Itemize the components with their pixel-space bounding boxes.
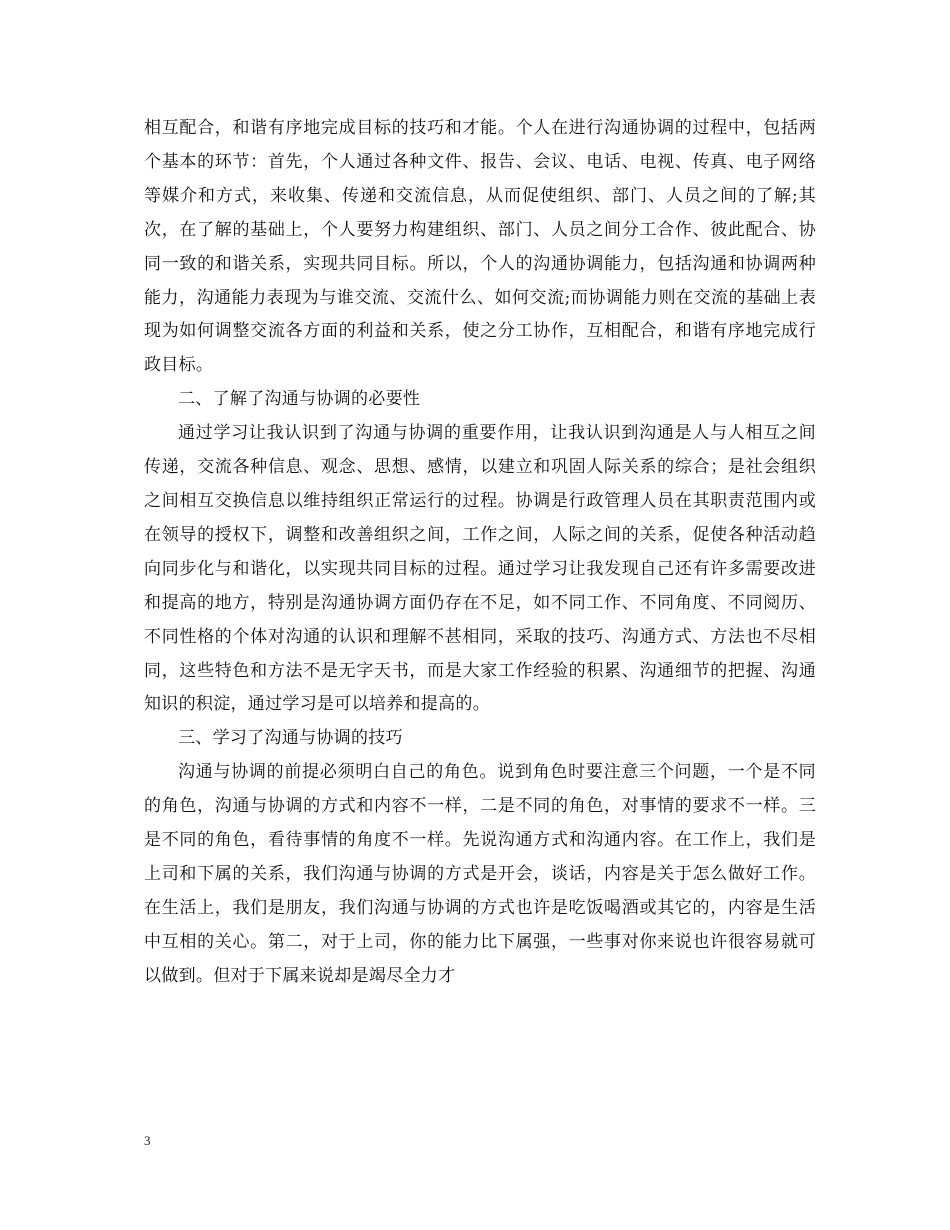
- paragraph-continuation: 相互配合，和谐有序地完成目标的技巧和才能。个人在进行沟通协调的过程中，包括两个基本的环节：首先，个人通过各种文件、报告、会议、电话、电视、传真、电子网络等媒介和方式，来收集、传递和交流信息，从而促使组织、部门、人员之间的了解;其次，在了解的基础上，个人要努力构建组织、部门、人员之间分工合作、彼此配合、协同一致的和谐关系，实现共同目标。所以，个人的沟通协调能力，包括沟通和协调两种能力，沟通能力表现为与谁交流、交流什么、如何交流;而协调能力则在交流的基础上表现为如何调整交流各方面的利益和关系，使之分工协作，互相配合，和谐有序地完成行政目标。: [144, 118, 816, 376]
- section-heading-3: 三、学习了沟通与协调的技巧: [178, 728, 403, 749]
- paragraph-necessity: 通过学习让我认识到了沟通与协调的重要作用，让我认识到沟通是人与人相互之间传递，交流各种信息、观念、思想、感情，以建立和巩固人际关系的综合；是社会组织之间相互交换信息以维持组织正常运行的过程。协调是行政管理人员在其职责范围内或在领导的授权下，调整和改善组织之间，工作之间，人际之间的关系，促使各种活动趋向同步化与和谐化，以实现共同目标的过程。通过学习让我发现自己还有许多需要改进和提高的地方，特别是沟通协调方面仍存在不足，如不同工作、不同角度、不同阅历、不同性格的个体对沟通的认识和理解不甚相同，采取的技巧、沟通方式、方法也不尽相同，这些特色和方法不是无字天书，而是大家工作经验的积累、沟通细节的把握、沟通知识的积淀，通过学习是可以培养和提高的。: [144, 423, 816, 715]
- page-number: 3: [144, 1133, 151, 1148]
- paragraph-techniques: 沟通与协调的前提必须明白自己的角色。说到角色时要注意三个问题，一个是不同的角色，沟通与协调的方式和内容不一样，二是不同的角色，对事情的要求不一样。三是不同的角色，看待事情的角度不一样。先说沟通方式和沟通内容。在工作上，我们是上司和下属的关系，我们沟通与协调的方式是开会，谈话，内容是关于怎么做好工作。在生活上，我们是朋友，我们沟通与协调的方式也许是吃饭喝酒或其它的，内容是生活中互相的关心。第二，对于上司，你的能力比下属强，一些事对你来说也许很容易就可以做到。但对于下属来说却是竭尽全力才: [144, 762, 816, 986]
- document-body: [144, 112, 816, 994]
- section-heading-2: 二、了解了沟通与协调的必要性: [178, 389, 421, 410]
